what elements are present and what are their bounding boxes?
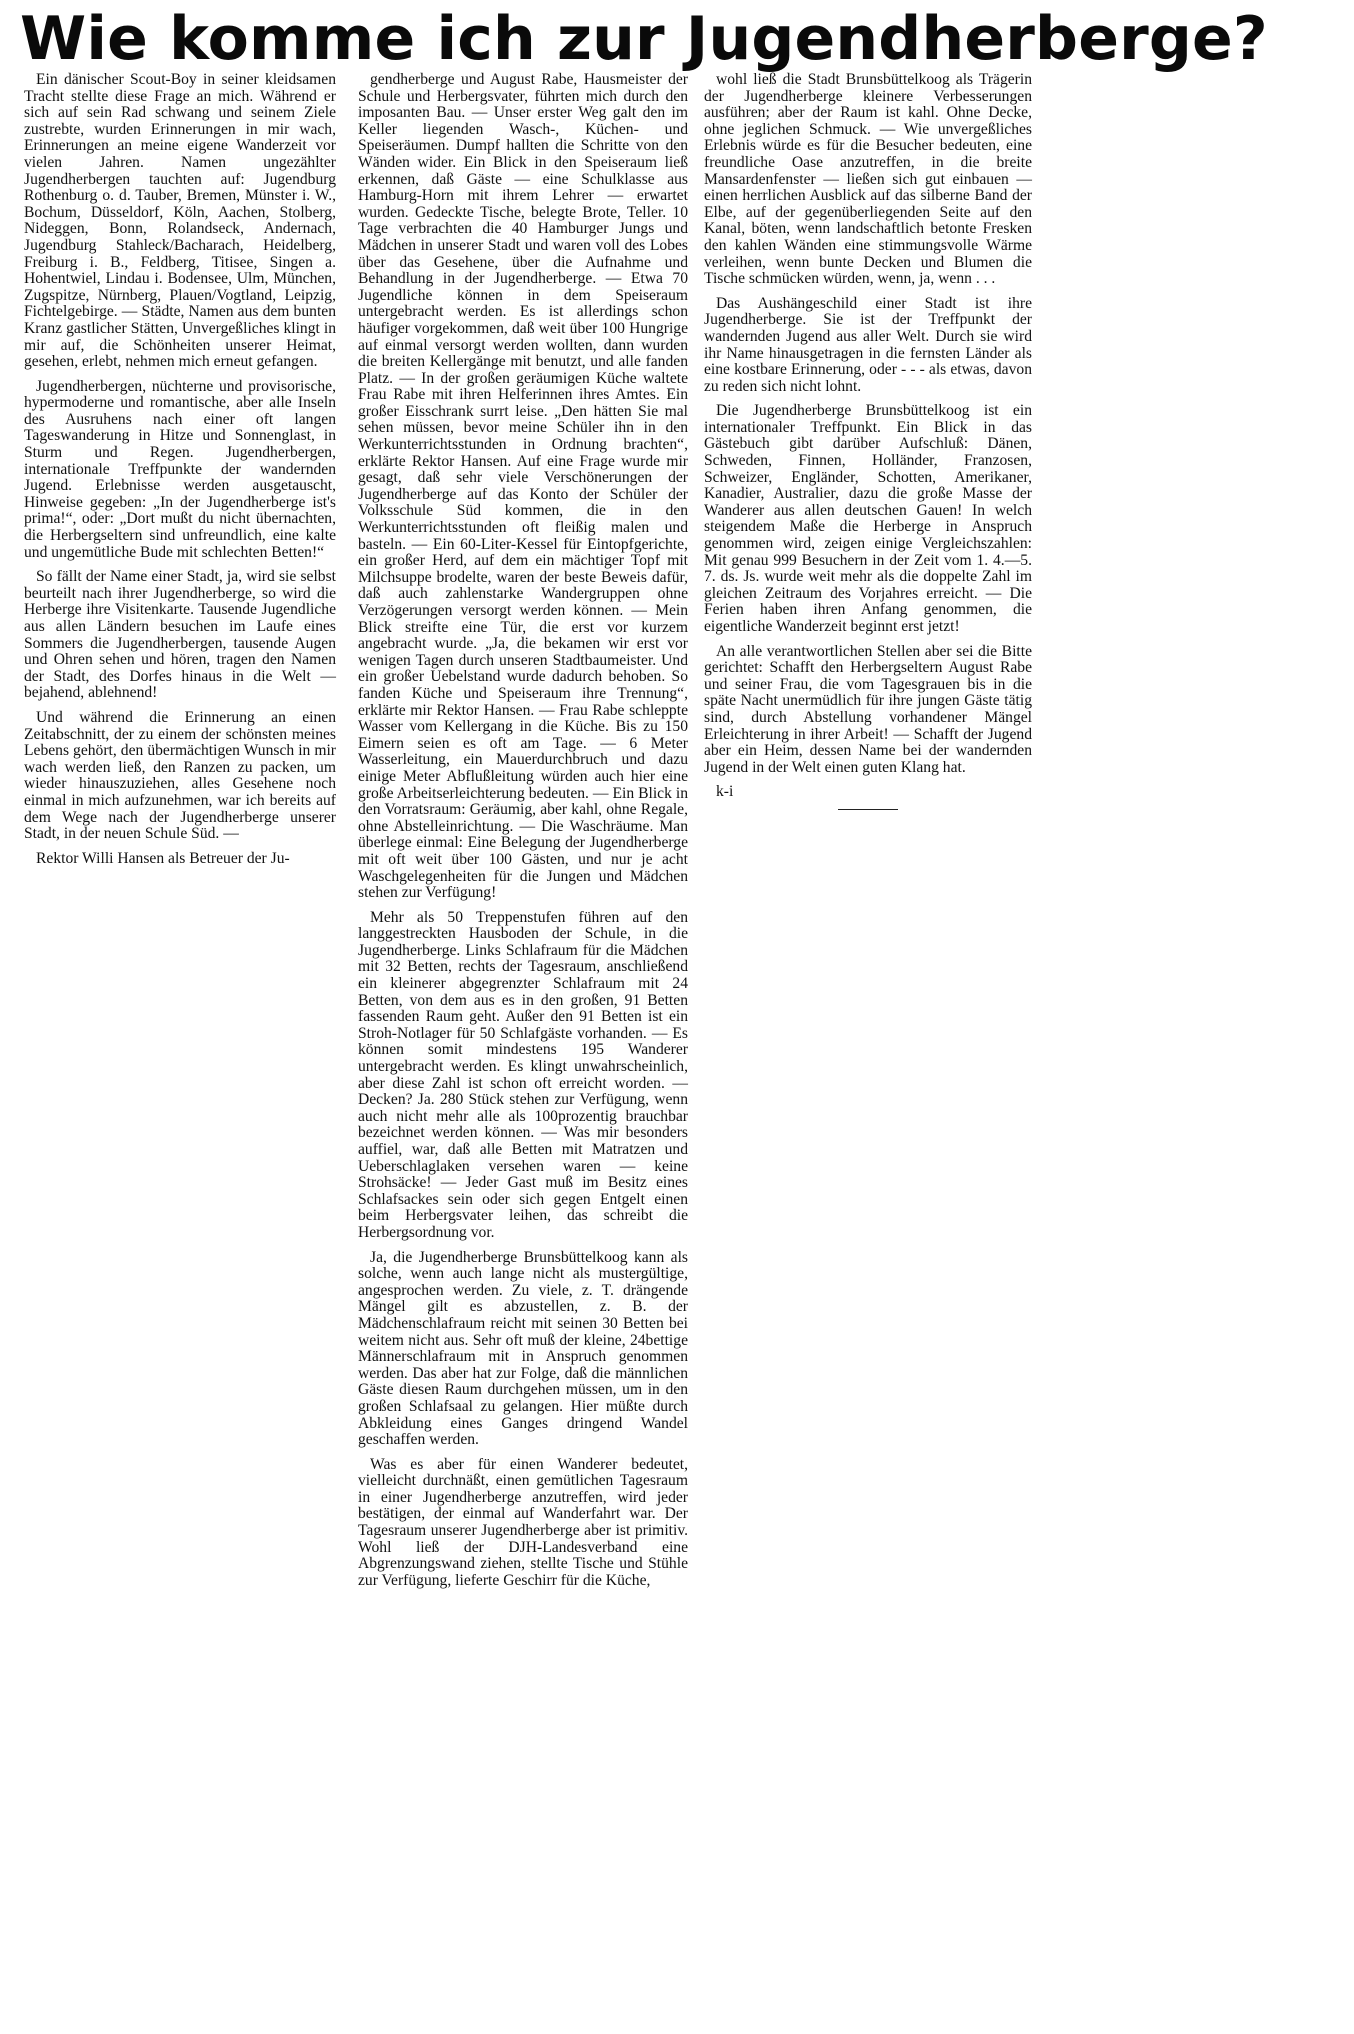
article-column-3 xyxy=(704,72,1032,810)
paragraph: Die Jugendherberge Brunsbüttelkoog ist ein internationaler Treffpunkt. Ein Blick in das Gästebuch gibt darüber Aufschluß: Dänen, Schweden, Finnen, Holländer, Franzosen, Schweizer, Engländer, Schotten, Amerikaner, Kanadier, Australier, dazu die große Masse der Wanderer aus allen deutschen Gauen! In welch steigendem Maße die Herberge in Anspruch genommen wird, zeigen einige Vergleichszahlen: Mit genau 999 Besuchern in der Zeit vom 1. 4.—5. 7. ds. Js. wurde weit mehr als die doppelte Zahl im gleichen Zeitraum des Vorjahres erreicht. — Die Ferien haben ihren Anfang genommen, die eigentliche Wanderzeit beginnt erst jetzt! xyxy=(704,402,1032,635)
paragraph: Rektor Willi Hansen als Betreuer der Ju- xyxy=(36,849,290,867)
paragraph: Das Aushängeschild einer Stadt ist ihre Jugendherberge. Sie ist der Treffpunkt der wandernden Jugend aus aller Welt. Durch sie wird ihr Name hinausgetragen in die fernsten Länder als eine kostbare Erinnerung, oder - - - als etwas, davon zu reden sich nicht lohnt. xyxy=(704,294,1032,395)
paragraph: Mehr als 50 Treppenstufen führen auf den langgestreckten Hausboden der Schule, in die Jugendherberge. Links Schlafraum für die Mädchen mit 32 Betten, rechts der Tagesraum, anschließend ein kleinerer abgegrenzter Schlafraum mit 24 Betten, von dem aus es in den großen, 91 Betten fassenden Raum geht. Außer den 91 Betten ist ein Stroh-Notlager für 50 Schlafgäste vorhanden. — Es können somit mindestens 195 Wanderer untergebracht werden. Es klingt unwahrscheinlich, aber diese Zahl ist schon oft erreicht worden. — Decken? Ja. 280 Stück stehen zur Verfügung, wenn auch nicht mehr alle als 100prozentig brauchbar bezeichnet werden können. — Was mir besonders auffiel, war, daß alle Betten mit Matratzen und Ueberschlaglaken versehen waren — keine Strohsäcke! — Jeder Gast muß im Besitz eines Schlafsackes sein oder sich gegen Entgelt einen beim Herbergsvater leihen, das schreibt die Herbergsordnung vor. xyxy=(358,908,688,1241)
article-column-1 xyxy=(24,72,336,875)
paragraph: Jugendherbergen, nüchterne und provisorische, hypermoderne und romantische, aber alle Inseln des Ausruhens nach einer oft langen Tageswanderung in Hitze und Sonnenglast, in Sturm und Regen. Jugendherbergen, internationale Treffpunkte der wandernden Jugend. Erlebnisse werden ausgetauscht, Hinweise gegeben: „In der Jugendherberge ist's prima!“, oder: „Dort mußt du nicht übernachten, die Herbergseltern sind unfreundlich, eine kalte und ungemütliche Bude mit schlechten Betten!“ xyxy=(24,377,336,561)
article-column-2 xyxy=(358,72,688,1597)
article-headline: Wie komme ich zur Jugendherberge? xyxy=(20,4,1268,74)
paragraph: So fällt der Name einer Stadt, ja, wird sie selbst beurteilt nach ihrer Jugendherberge, so wird die Herberge ihre Visitenkarte. Tausende Jugendliche aus allen Ländern besuchen im Laufe eines Sommers die Jugendherbergen, tausende Augen und Ohren sehen und hören, tragen den Namen der Stadt, des Dorfes hinaus in die Welt — bejahend, ablehnend! xyxy=(24,568,336,702)
paragraph: Was es aber für einen Wanderer bedeutet, vielleicht durchnäßt, einen gemütlichen Tagesraum in einer Jugendherberge anzutreffen, wird jeder bestätigen, der einmal auf Wanderfahrt war. Der Tagesraum unserer Jugendherberge aber ist primitiv. Wohl ließ der DJH-Landesverband eine Abgrenzungswand ziehen, stellte Tische und Stühle zur Verfügung, lieferte Geschirr für die Küche, xyxy=(358,1455,688,1589)
paragraph: wohl ließ die Stadt Brunsbüttelkoog als Trägerin der Jugendherberge kleinere Verbesserungen ausführen; aber der Raum ist kahl. Ohne Decke, ohne jeglichen Schmuck. — Wie unvergeßliches Erlebnis würde es für die Besucher bedeuten, eine freundliche Oase anzutreffen, in die breite Mansardenfenster — ließen sich gut einbauen — einen herrlichen Ausblick auf das silberne Band der Elbe, auf der gegenüberliegenden Seite auf den Kanal, böten, wenn landschaftlich betonte Fresken den kahlen Wänden eine stimmungsvolle Wärme verleihen, wenn bunte Decken und Blumen die Tische schmücken würden, wenn, ja, wenn . . . xyxy=(704,71,1032,288)
paragraph: Und während die Erinnerung an einen Zeitabschnitt, der zu einem der schönsten meines Lebens gehört, den übermächtigen Wunsch in mir wach werden ließ, den Ranzen zu packen, um wieder hinauszuziehen, alles Gesehene noch einmal in mich aufzunehmen, war ich bereits auf dem Wege nach der Jugendherberge unserer Stadt, in der neuen Schule Süd. — xyxy=(24,708,336,843)
author-signature: k-i xyxy=(716,783,734,801)
paragraph: Ein dänischer Scout-Boy in seiner kleidsamen Tracht stellte diese Frage an mich. Während er sich auf sein Rad schwang und seinem Ziele zustrebte, wurden Erinnerungen in mir wach, Erinnerungen an meine eigene Wanderzeit vor vielen Jahren. Namen ungezählter Jugendherbergen tauchten auf: Jugendburg Rothenburg o. d. Tauber, Bremen, Münster i. W., Bochum, Düsseldorf, Köln, Aachen, Stolberg, Nideggen, Bonn, Rolandseck, Andernach, Jugendburg Stahleck/Bacharach, Heidelberg, Freiburg i. B., Feldberg, Titisee, Singen a. Hohentwiel, Lindau i. Bodensee, Ulm, München, Zugspitze, Nürnberg, Plauen/Vogtland, Leipzig, Fichtelgebirge. — Städte, Namen aus dem bunten Kranz gastlicher Stätten, Unvergeßliches klingt in mir auf, die Schönheiten unserer Heimat, gesehen, erlebt, nehmen mich erneut gefangen. xyxy=(24,71,336,371)
paragraph: gendherberge und August Rabe, Hausmeister der Schule und Herbergsvater, führten mich durch den imposanten Bau. — Unser erster Weg galt den im Keller liegenden Wasch-, Küchen- und Speiseräumen. Dumpf hallten die Schritte von den Wänden wider. Ein Blick in den Speiseraum ließ erkennen, daß Gäste — eine Schulklasse aus Hamburg-Horn mit ihrem Lehrer — erwartet wurden. Gedeckte Tische, belegte Brote, Teller. 10 Tage verbrachten die 40 Hamburger Jungs und Mädchen in unserer Stadt und waren voll des Lobes über das Gesehene, über die Aufnahme und Behandlung in der Jugendherberge. — Etwa 70 Jugendliche können in dem Speiseraum untergebracht werden. Es ist allerdings schon häufiger vorgekommen, daß weit über 100 Hungrige auf einmal versorgt werden wollten, dann wurden die breiten Kellergänge mit benutzt, und alle fanden Platz. — In der großen geräumigen Küche waltete Frau Rabe mit ihren Helferinnen ihres Amtes. Ein großer Eisschrank surrt leise. „Den hätten Sie mal sehen müssen, bevor meine Schüler ihn in den Werkunterrichtsstunden in Ordnung brachten“, erklärte Rektor Hansen. Auf eine Frage wurde mir gesagt, daß sehr viele Verschönerungen der Jugendherberge auf das Konto der Schüler der Volksschule Süd kommen, die in den Werkunterrichtsstunden oft fleißig malen und basteln. — Ein 60-Liter-Kessel für Eintopfgerichte, ein großer Herd, auf dem ein mächtiger Topf mit Milchsuppe brodelte, waren der beste Beweis dafür, daß auch zahlenstarke Wandergruppen ohne Verzögerungen versorgt werden können. — Mein Blick streifte eine Tür, die erst vor kurzem angebracht wurde. „Ja, die bekamen wir erst vor wenigen Tagen durch unseren Stadtbaumeister. Und ein großer Uebelstand wurde dadurch behoben. So fanden Küche und Speiseraum ihre Trennung“, erklärte mir Rektor Hansen. — Frau Rabe schleppte Wasser vom Kellergang in die Küche. Bis zu 150 Eimern seien es oft am Tage. — 6 Meter Wasserleitung, ein Mauerdurchbruch und dazu einige Meter Abflußleitung würden auch hier eine große Arbeitserleichterung bedeuten. — Ein Blick in den Vorratsraum: Geräumig, aber kahl, ohne Regale, ohne Abstelleinrichtung. — Die Waschräume. Man überlege einmal: Eine Belegung der Jugendherberge mit oft weit über 100 Gästen, und nur je acht Waschgelegenheiten für die Jungen und Mädchen stehen zur Verfügung! xyxy=(358,71,688,902)
paragraph: Ja, die Jugendherberge Brunsbüttelkoog kann als solche, wenn auch lange nicht als mustergültige, angesprochen werden. Zu viele, z. T. drängende Mängel gilt es abzustellen, z. B. der Mädchenschlafraum reicht mit seinen 30 Betten bei weitem nicht aus. Sehr oft muß der kleine, 24bettige Männerschlafraum mit in Anspruch genommen werden. Das aber hat zur Folge, daß die männlichen Gäste diesen Raum durchgehen müssen, um in den großen Schlafsaal zu gelangen. Hier müßte durch Abkleidung eines Ganges dringend Wandel geschaffen werden. xyxy=(358,1248,688,1449)
paragraph: An alle verantwortlichen Stellen aber sei die Bitte gerichtet: Schafft den Herbergseltern August Rabe und seiner Frau, die vom Tagesgrauen bis in die späte Nacht unermüdlich für ihre jungen Gäste tätig sind, durch Abstellung vorhandener Mängel Erleichterung in ihrer Arbeit! — Schafft der Jugend aber ein Heim, dessen Name bei der wandernden Jugend in der Welt einen guten Klang hat. xyxy=(704,642,1032,776)
closing-rule xyxy=(838,809,898,810)
